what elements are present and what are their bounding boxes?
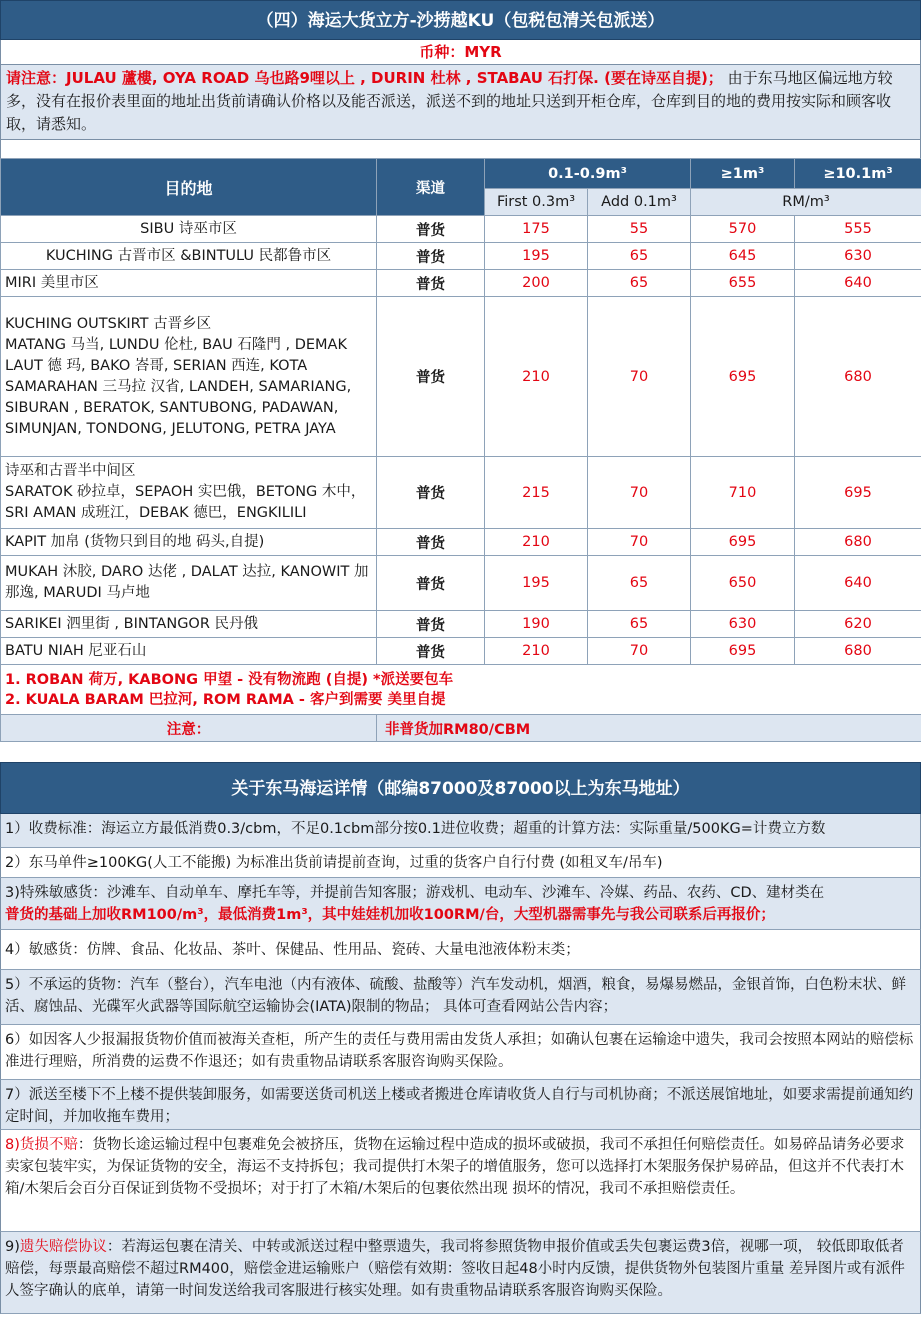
table-footnotes bbox=[1, 665, 921, 715]
price-1m3-cell: 695 bbox=[691, 529, 795, 556]
attention-label: 注意： bbox=[1, 715, 377, 742]
price-first-cell: 215 bbox=[485, 457, 588, 529]
info-9-text: ：若海运包裹在清关、中转或派送过程中整票遗失，我司将参照货物申报价值或丢失包裹运费3倍，视哪一项， 较低即取低者赔偿，每票最高赔偿不超过RM400，赔偿金进运输账户（赔偿有效期：签收日起48小时内反馈，提供货物外包装图片重量 差异图片或有派件人签字确认的底单，请第一时间发送给我司客服进行核实处理。如有贵重物品请联系客服咨询购买保险。 bbox=[5, 1239, 905, 1299]
col-destination-header: 目的地 bbox=[1, 159, 377, 216]
destination-cell: BATU NIAH 尼亚石山 bbox=[1, 638, 377, 665]
col-channel-header: 渠道 bbox=[377, 159, 485, 216]
price-1m3-cell: 695 bbox=[691, 638, 795, 665]
info-8-red: 货损不赔 bbox=[19, 1137, 78, 1153]
channel-cell: 普货 bbox=[377, 457, 485, 529]
details-title: 关于东马海运详情（邮编87000及87000以上为东马地址） bbox=[0, 762, 921, 814]
spacer bbox=[0, 140, 921, 158]
table-row bbox=[1, 297, 921, 457]
table-row bbox=[1, 457, 921, 529]
price-1m3-cell: 695 bbox=[691, 297, 795, 457]
destination-cell: MUKAH 沐胶, DARO 达佬 , DALAT 达拉, KANOWIT 加那逸, MARUDI 马卢地 bbox=[1, 556, 377, 611]
price-first-cell: 210 bbox=[485, 529, 588, 556]
price-add-cell: 65 bbox=[588, 270, 691, 297]
price-10m3-cell: 680 bbox=[795, 297, 921, 457]
info-5: 5）不承运的货物：汽车（整台），汽车电池（内有液体、硫酸、盐酸等）汽车发动机，烟酒，粮食，易爆易燃品，金银首饰，白色粉末状、鲜活、腐蚀品、光碟军火武器等国际航空运输协会(IATA)限制的物品； 具体可查看网站公告内容； bbox=[0, 970, 921, 1025]
price-add-cell: 65 bbox=[588, 243, 691, 270]
notice-box bbox=[0, 64, 921, 140]
destination-cell: KAPIT 加帛 (货物只到目的地 码头,自提) bbox=[1, 529, 377, 556]
info-9-red: 遗失赔偿协议 bbox=[19, 1239, 107, 1255]
price-add-cell: 65 bbox=[588, 611, 691, 638]
channel-cell: 普货 bbox=[377, 638, 485, 665]
col-range1-header: 0.1-0.9m³ bbox=[485, 159, 691, 189]
price-10m3-cell: 630 bbox=[795, 243, 921, 270]
channel-cell: 普货 bbox=[377, 270, 485, 297]
info-9-prefix: 9) bbox=[5, 1239, 20, 1255]
price-first-cell: 195 bbox=[485, 243, 588, 270]
info-3-line2: 普货的基础上加收RM100/m³，最低消费1m³，其中娃娃机加收100RM/台，大型机器需事先与我公司联系后再报价； bbox=[5, 907, 775, 923]
price-1m3-cell: 570 bbox=[691, 216, 795, 243]
info-8-text: ：货物长途运输过程中包裹难免会被挤压，货物在运输过程中造成的损坏或破损，我司不承担任何赔偿责任。如易碎品请务必要求卖家包装牢实，为保证货物的安全，海运不支持拆包；我司提供打木架子的增值服务，您可以选择打木架服务保护易碎品，但这并不代表打木箱/木架后会百分百保证到货物不受损坏；对于打了木箱/木架后的包裹依然出现 损坏的情况，我司不承担赔偿责任。 bbox=[5, 1137, 905, 1197]
table-row bbox=[1, 611, 921, 638]
table-row bbox=[1, 243, 921, 270]
info-8-prefix: 8) bbox=[5, 1137, 20, 1153]
rate-rows bbox=[1, 216, 921, 665]
notice-text: 由于东马地区偏远地方较多，没有在报价表里面的地址出货前请确认价格以及能否派送，派送不到的地址只送到开柜仓库，仓库到目的地的费用按实际和顾客收取，请悉知。 bbox=[6, 69, 893, 133]
table-row bbox=[1, 270, 921, 297]
price-1m3-cell: 710 bbox=[691, 457, 795, 529]
price-1m3-cell: 655 bbox=[691, 270, 795, 297]
price-first-cell: 210 bbox=[485, 297, 588, 457]
info-1: 1）收费标准：海运立方最低消费0.3/cbm，不足0.1cbm部分按0.1进位收费；超重的计算方法：实际重量/500KG=计费立方数 bbox=[0, 814, 921, 848]
channel-cell: 普货 bbox=[377, 611, 485, 638]
info-4: 4）敏感货：仿牌、食品、化妆品、茶叶、保健品、性用品、瓷砖、大量电池液体粉末类； bbox=[0, 930, 921, 970]
price-first-cell: 210 bbox=[485, 638, 588, 665]
price-first-cell: 175 bbox=[485, 216, 588, 243]
footnote-2: 2. KUALA BARAM 巴拉河, ROM RAMA - 客户到需要 美里自提 bbox=[5, 691, 446, 708]
price-10m3-cell: 640 bbox=[795, 556, 921, 611]
table-row bbox=[1, 638, 921, 665]
rate-table bbox=[0, 158, 921, 742]
info-3 bbox=[0, 878, 921, 930]
price-add-cell: 70 bbox=[588, 529, 691, 556]
price-10m3-cell: 680 bbox=[795, 638, 921, 665]
price-first-cell: 190 bbox=[485, 611, 588, 638]
info-7: 7）派送至楼下不上楼不提供装卸服务，如需要送货司机送上楼或者搬进仓库请收货人自行与司机协商；不派送展馆地址，如要求需提前通知约定时间，并加收拖车费用； bbox=[0, 1080, 921, 1130]
table-row bbox=[1, 216, 921, 243]
price-add-cell: 70 bbox=[588, 297, 691, 457]
destination-cell: MIRI 美里市区 bbox=[1, 270, 377, 297]
price-10m3-cell: 640 bbox=[795, 270, 921, 297]
info-8 bbox=[0, 1130, 921, 1232]
notice-red-text: 请注意：JULAU 蘆樓, OYA ROAD 乌也路9哩以上 , DURIN 杜林 , STABAU 石打保. (要在诗巫自提)； bbox=[6, 69, 723, 87]
rate-table-title: （四）海运大货立方-沙捞越KU（包税包清关包派送） bbox=[0, 0, 921, 40]
price-1m3-cell: 630 bbox=[691, 611, 795, 638]
destination-cell: KUCHING OUTSKIRT 古晋乡区 MATANG 马当, LUNDU 伦杜, BAU 石隆門 , DEMAK LAUT 德 玛, BAKO 峇哥, SERIAN 西连, KOTA SAMARAHAN 三马拉 汉省, LANDEH, SAMARIANG, SIBURAN , BERATOK, SANTUBONG, PADAWAN, SIMUNJAN, TONDONG, JELUTONG, PETRA JAYA bbox=[1, 297, 377, 457]
sub-add-header: Add 0.1m³ bbox=[588, 189, 691, 216]
channel-cell: 普货 bbox=[377, 297, 485, 457]
destination-cell: SARIKEI 泗里街 , BINTANGOR 民丹俄 bbox=[1, 611, 377, 638]
price-add-cell: 55 bbox=[588, 216, 691, 243]
price-10m3-cell: 680 bbox=[795, 529, 921, 556]
info-9 bbox=[0, 1232, 921, 1314]
footnote-1: 1. ROBAN 荷万, KABONG 甲望 - 没有物流跑 (自提) *派送要包车 bbox=[5, 671, 454, 688]
price-add-cell: 70 bbox=[588, 638, 691, 665]
price-10m3-cell: 620 bbox=[795, 611, 921, 638]
table-row bbox=[1, 556, 921, 611]
currency-label: 币种：MYR bbox=[0, 40, 921, 64]
destination-cell: 诗巫和古晋半中间区 SARATOK 砂拉卓，SEPAOH 实巴俄，BETONG 木中， SRI AMAN 成班江，DEBAK 德巴，ENGKILILI bbox=[1, 457, 377, 529]
price-10m3-cell: 695 bbox=[795, 457, 921, 529]
destination-cell: KUCHING 古晋市区 &BINTULU 民都鲁市区 bbox=[1, 243, 377, 270]
price-first-cell: 195 bbox=[485, 556, 588, 611]
channel-cell: 普货 bbox=[377, 243, 485, 270]
sub-first-header: First 0.3m³ bbox=[485, 189, 588, 216]
info-2: 2）东马单件≥100KG(人工不能搬) 为标准出货前请提前查询，过重的货客户自行付费 (如租叉车/吊车) bbox=[0, 848, 921, 878]
destination-cell: SIBU 诗巫市区 bbox=[1, 216, 377, 243]
table-row bbox=[1, 529, 921, 556]
price-10m3-cell: 555 bbox=[795, 216, 921, 243]
price-first-cell: 200 bbox=[485, 270, 588, 297]
price-1m3-cell: 650 bbox=[691, 556, 795, 611]
info-3-line1: 3)特殊敏感货：沙滩车、自动单车、摩托车等，并提前告知客服；游戏机、电动车、沙滩车、冷媒、药品、农药、CD、建材类在 bbox=[5, 885, 825, 901]
price-add-cell: 70 bbox=[588, 457, 691, 529]
price-add-cell: 65 bbox=[588, 556, 691, 611]
channel-cell: 普货 bbox=[377, 216, 485, 243]
price-1m3-cell: 645 bbox=[691, 243, 795, 270]
col-range3-header: ≥10.1m³ bbox=[795, 159, 921, 189]
attention-text: 非普货加RM80/CBM bbox=[377, 715, 921, 742]
info-6: 6）如因客人少报漏报货物价值而被海关查柜，所产生的责任与费用需由发货人承担；如确认包裹在运输途中遗失，我司会按照本网站的赔偿标准进行理赔，所消费的运费不作退还；如有贵重物品请联系客服咨询购买保险。 bbox=[0, 1025, 921, 1080]
sub-unit-header: RM/m³ bbox=[691, 189, 921, 216]
channel-cell: 普货 bbox=[377, 556, 485, 611]
col-range2-header: ≥1m³ bbox=[691, 159, 795, 189]
channel-cell: 普货 bbox=[377, 529, 485, 556]
